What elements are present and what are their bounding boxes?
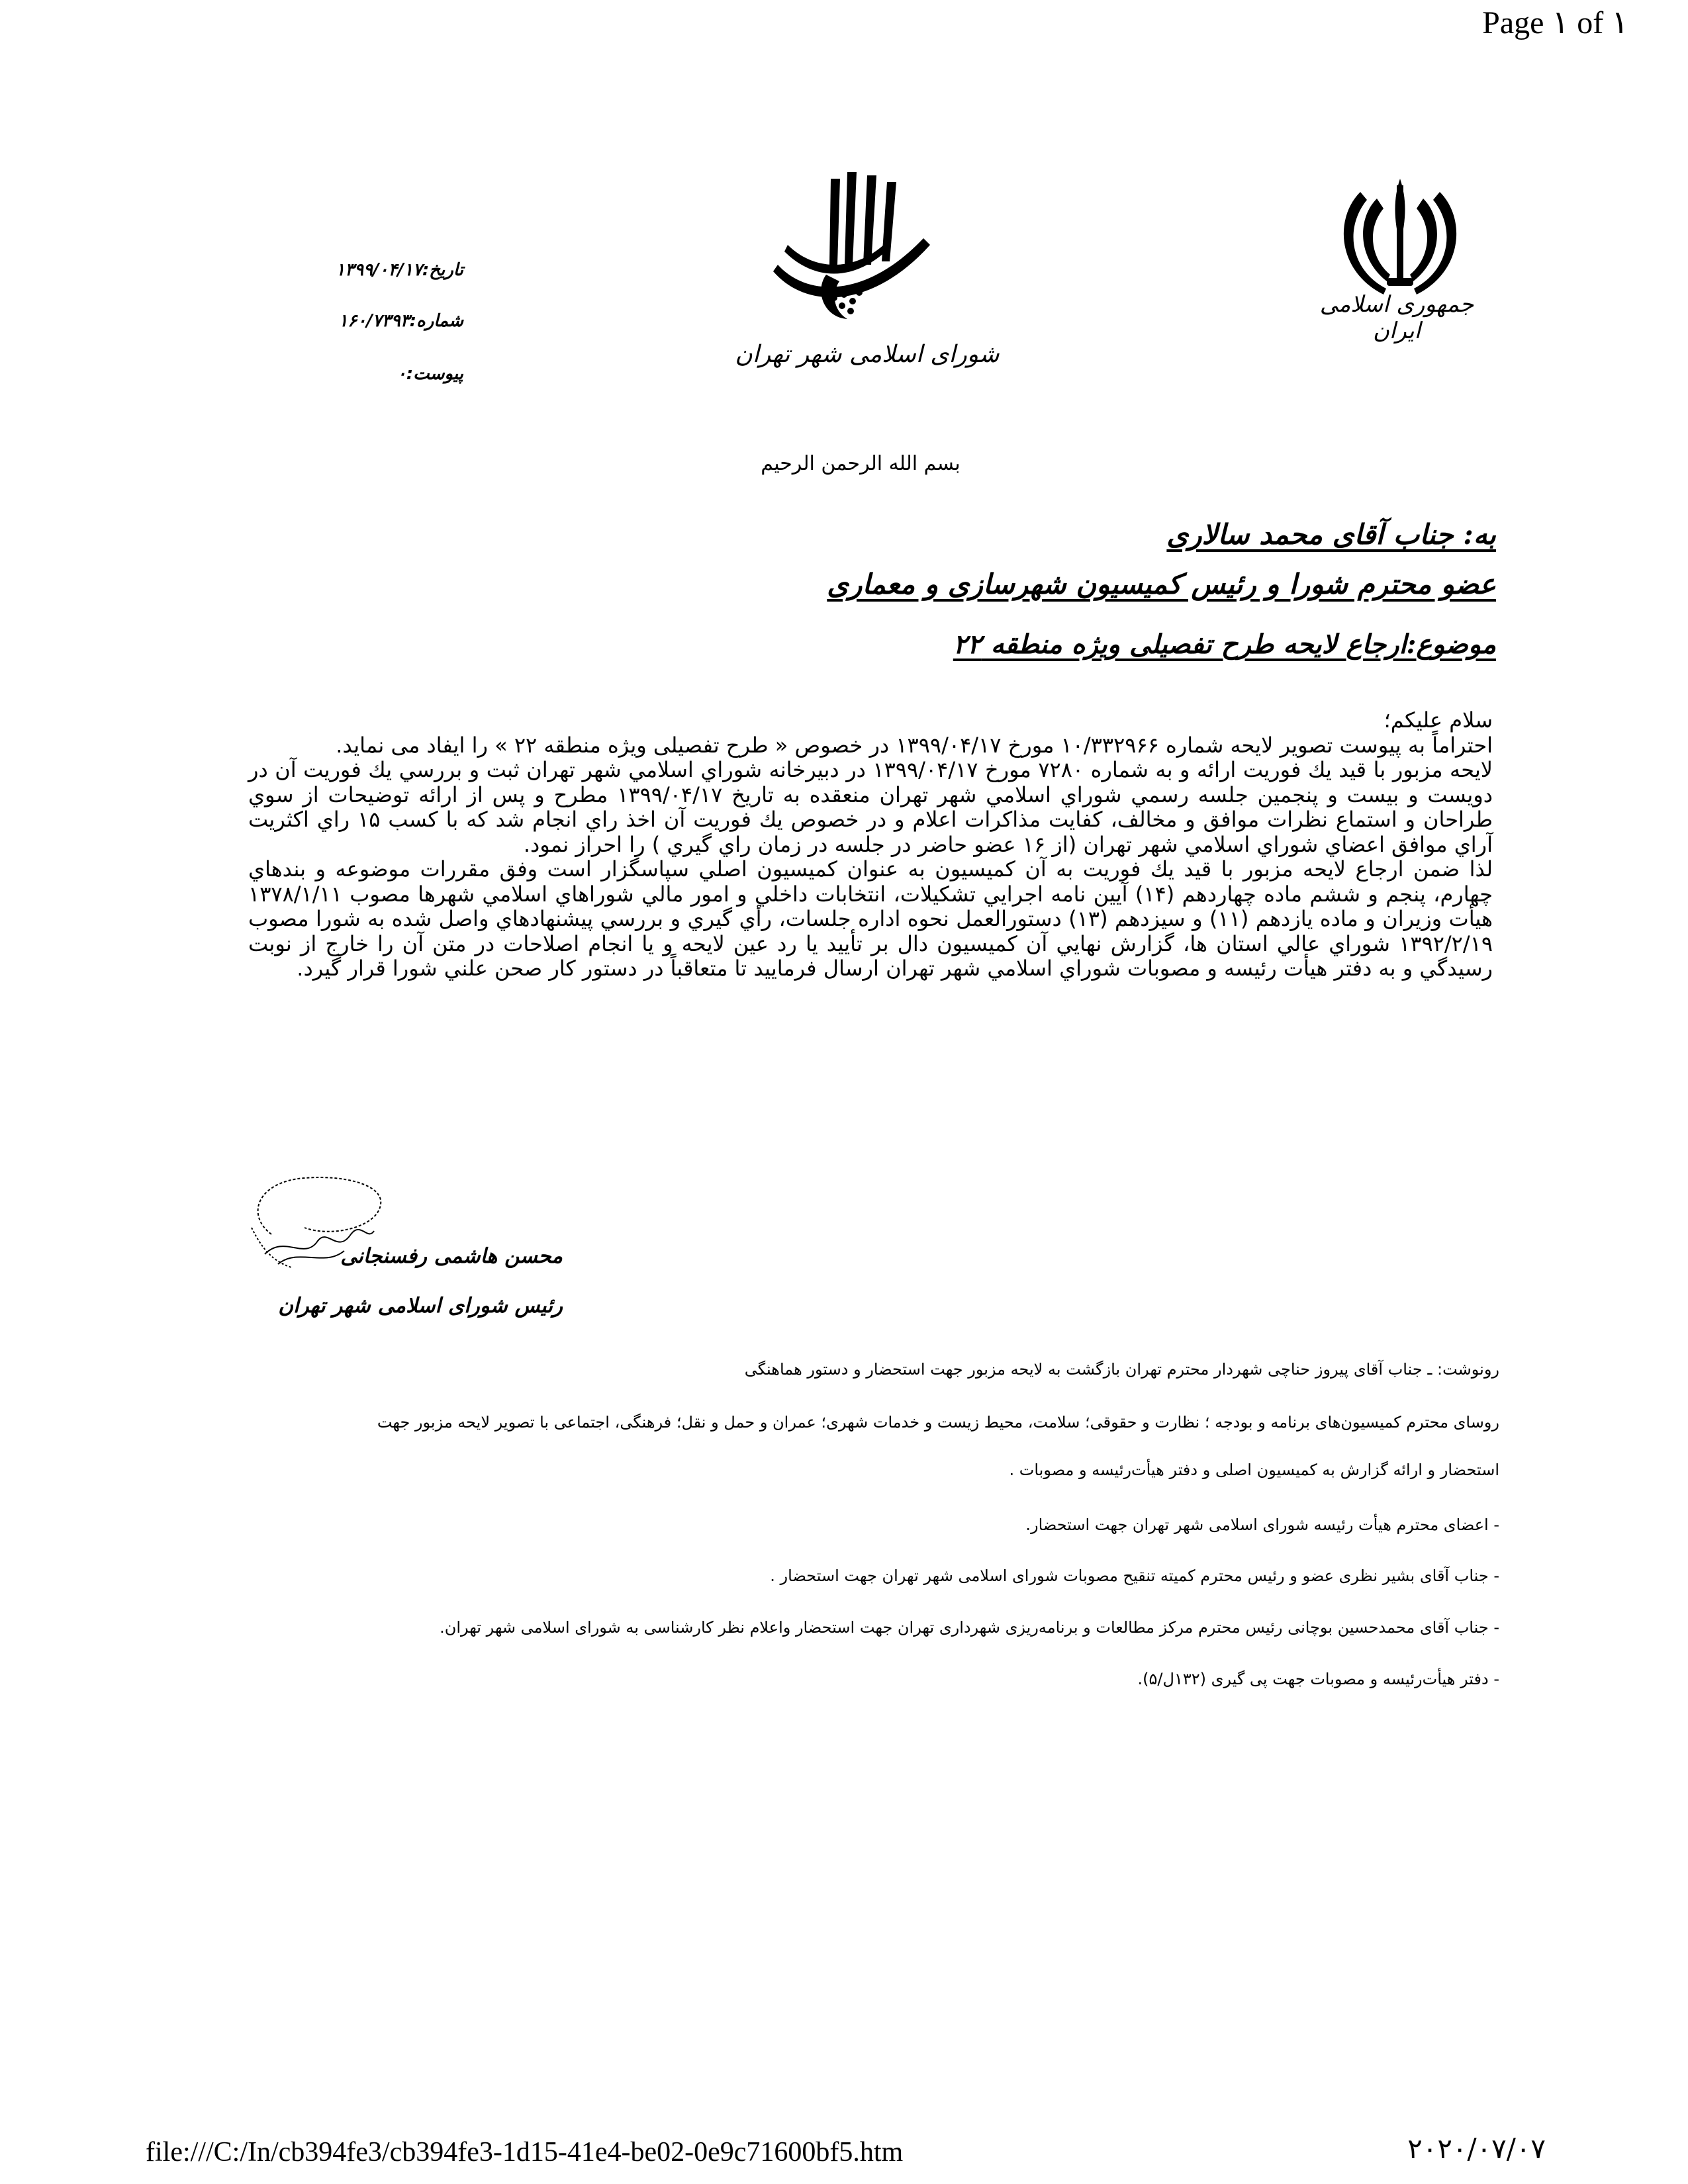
body-paragraph-1: احتراماً به پیوست تصویر لایحه شماره ۱۰/۳۳۲۹۶۶ مورخ ۱۳۹۹/۰۴/۱۷ در خصوص « طرح تفصیلی ویژه منطقه ۲۲ » را ایفاد می نماید.	[336, 732, 1493, 758]
letter-body	[248, 708, 1493, 981]
iran-emblem-icon	[1331, 172, 1470, 304]
footer-date: ۲۰۲۰/۰۷/۰۷	[1407, 2132, 1546, 2165]
tehran-council-logo-icon	[768, 165, 933, 344]
page-number: Page ۱ of ۱	[1482, 5, 1628, 40]
greeting: سلام علیکم؛	[1383, 707, 1493, 733]
cc-line: - جناب آقای بشیر نظری عضو و رئیس محترم کمیته تنقیح مصوبات شورای اسلامی شهر تهران جهت استحضار .	[770, 1567, 1499, 1585]
cc-line: - دفتر هیأت‌رئیسه و مصوبات جهت پی گیری (۱۳۲ل/۵).	[1137, 1670, 1499, 1688]
cc-line: روسای محترم کمیسیون‌های برنامه و بودجه ؛ نظارت و حقوقی؛ سلامت، محیط زیست و خدمات شهری؛ عمران و حمل و نقل؛ فرهنگی، اجتماعی با تصویر لایحه مزبور جهت	[377, 1413, 1499, 1432]
letter-number: شماره:۱۶۰/۷۳۹۳	[338, 311, 463, 331]
emblem-caption: جمهوری اسلامی ایران	[1319, 291, 1474, 344]
recipient-title: عضو محترم شورا و رئیس کمیسیون شهرسازی و معماری	[827, 568, 1496, 600]
signer-title: رئیس شورای اسلامی شهر تهران	[278, 1294, 563, 1318]
body-paragraph-3: لذا ضمن ارجاع لایحه مزبور با قید یك فوریت به آن كمیسیون به عنوان كمیسیون اصلي سپاسگزار است وفق مقررات موضوعه و بندهاي چهارم، پنجم و ششم ماده چهاردهم (۱۴) آیین نامه اجرایي تشكیلات، انتخابات داخلي و امور مالي شوراهاي اسلامي شهرها مصوب ۱۳۷۸/۱/۱۱ هیأت وزیران و ماده یازدهم (۱۱) و سیزدهم (۱۳) دستورالعمل نحوه اداره جلسات، رأي گیري و بررسي پیشنهادهاي واصل شده به شورا مصوب ۱۳۹۲/۲/۱۹ شوراي عالي استان ها، گزارش نهایي آن كمیسیون دال بر تأیید یا رد عین لایحه و یا انجام اصلاحات در متن آن را خارج از نوبت رسیدگي و به دفتر هیأت رئیسه و مصوبات شوراي اسلامي شهر تهران ارسال فرمایید تا متعاقباً در دستور كار صحن علني شورا قرار گیرد.	[248, 856, 1493, 981]
body-paragraph-2: لایحه مزبور با قید یك فوریت ارائه و به شماره ۷۲۸۰ مورخ ۱۳۹۹/۰۴/۱۷ در دبیرخانه شوراي اسلامي شهر تهران ثبت و بررسي یك فوریت آن در دویست و بیست و پنجمین جلسه رسمي شوراي اسلامي شهر تهران منعقده به تاریخ ۱۳۹۹/۰۴/۱۷ مطرح و پس از ارائه توضیحات از سوي طراحان و استماع نظرات موافق و مخالف، كفایت مذاكرات اعلام و در خصوص یك فوریت آن اخذ راي انجام شد كه با كسب ۱۵ راي اكثریت آراي موافق اعضاي شوراي اسلامي شهر تهران (از ۱۶ عضو حاضر در جلسه در زمان راي گیري ) را احراز نمود.	[248, 757, 1493, 857]
letter-attachment: پیوست:۰	[397, 364, 463, 384]
basmala: بسم الله الرحمن الرحیم	[761, 452, 961, 475]
cc-line: - جناب آقای محمدحسین بوچانی رئیس محترم مرکز مطالعات و برنامه‌ریزی شهرداری تهران جهت استحضار واعلام نظر کارشناسی به شورای اسلامی شهر تهران.	[440, 1618, 1499, 1637]
letter-subject: موضوع:ارجاع لایحه طرح تفصیلی ویژه منطقه ۲۲	[953, 629, 1496, 660]
letter-date: تاریخ:۱۳۹۹/۰۴/۱۷	[336, 260, 463, 280]
cc-line: استحضار و ارائه گزارش به کمیسیون اصلی و دفتر هیأت‌رئیسه و مصوبات .	[1009, 1461, 1499, 1479]
footer-file-path: file:///C:/In/cb394fe3/cb394fe3-1d15-41e4-be02-0e9c71600bf5.htm	[146, 2137, 904, 2167]
cc-line: - اعضای محترم هیأت رئیسه شورای اسلامی شهر تهران جهت استحضار.	[1025, 1516, 1499, 1534]
signer-name: محسن هاشمی رفسنجانی	[340, 1244, 563, 1268]
council-caption: شورای اسلامی شهر تهران	[735, 341, 1000, 368]
cc-line: رونوشت: ـ جناب آقای پیروز حناچی شهردار محترم تهران بازگشت به لایحه مزبور جهت استحضار و دستور هماهنگی	[744, 1360, 1499, 1379]
recipient-name: به: جناب آقای محمد سالاری	[1166, 518, 1496, 551]
